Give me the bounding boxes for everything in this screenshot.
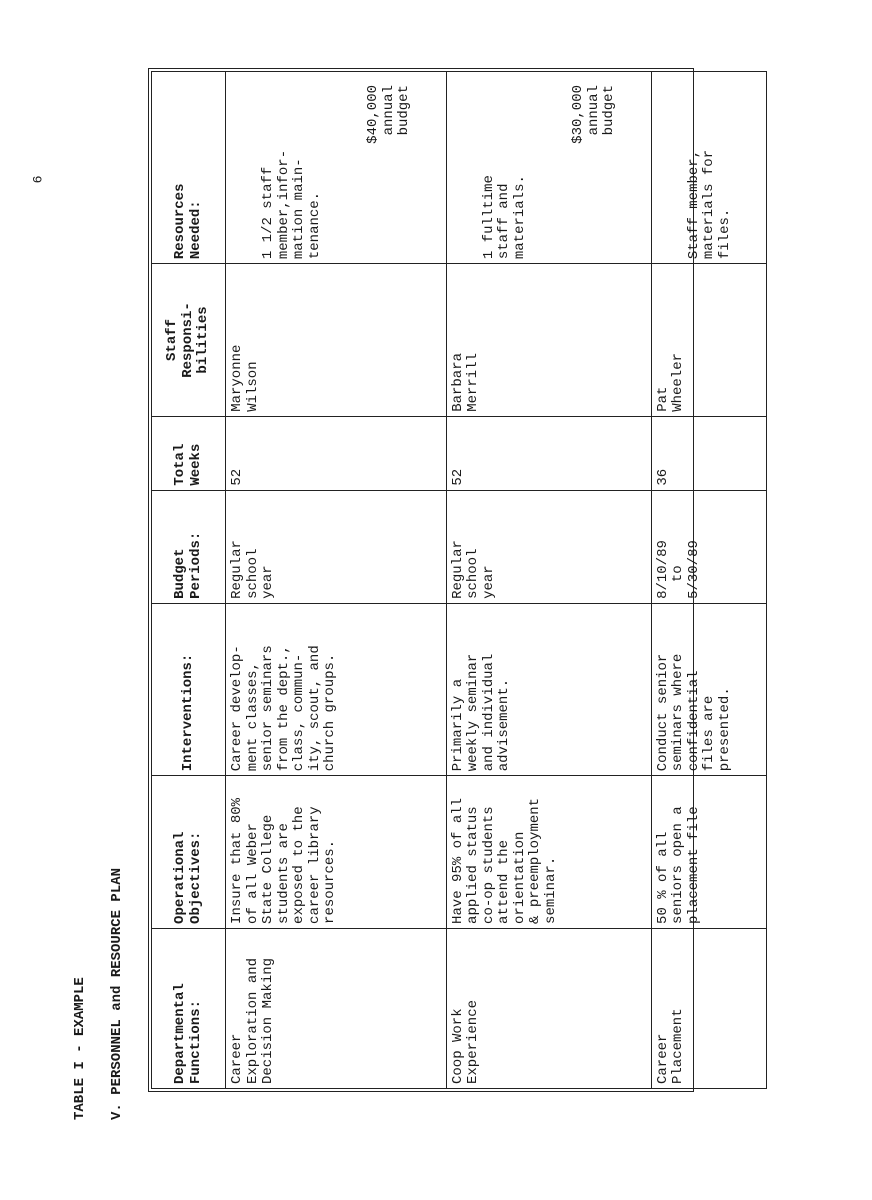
header-resources: Resources Needed: (152, 72, 226, 264)
cell-staff: Pat Wheeler (651, 264, 767, 417)
cell-resources (446, 72, 651, 264)
table-row (651, 72, 767, 1089)
header-staff: Staff Responsi- bilities (152, 264, 226, 417)
header-budget-periods: Budget Periods: (152, 490, 226, 603)
resources-text: Staff member, materials for files. (685, 149, 733, 260)
cell-budget: Regular school year (446, 490, 651, 603)
table-header-row (152, 72, 226, 1089)
cell-intervention: Conduct senior seminars where confidential files are presented. (651, 603, 767, 775)
section-title: V. PERSONNEL and RESOURCE PLAN (109, 867, 125, 1120)
cell-objective: 50 % of all seniors open a placement file (651, 776, 767, 929)
cell-staff: Maryonne Wilson (226, 264, 447, 417)
header-objectives: Operational Objectives: (152, 776, 226, 929)
resources-amount: $40,000 annual budget (365, 85, 412, 144)
cell-resources (651, 72, 767, 264)
page-number: 6 (30, 175, 46, 184)
table-row (226, 72, 447, 1089)
cell-objective: Insure that 80% of all Weber State College students are exposed to the career library resources. (226, 776, 447, 929)
cell-staff: Barbara Merrill (446, 264, 651, 417)
cell-weeks: 52 (226, 416, 447, 490)
cell-weeks: 36 (651, 416, 767, 490)
cell-budget: 8/10/89 to 5/30/89 (651, 490, 767, 603)
cell-objective: Have 95% of all applied status co-op students attend the orientation & preemployment seminar. (446, 776, 651, 929)
header-interventions: Interventions: (152, 603, 226, 775)
resources-text: 1 1/2 staff member,infor- mation main- tenance. (260, 149, 323, 260)
resource-plan-table-frame (148, 68, 733, 1092)
cell-intervention: Career develop- ment classes, senior seminars from the dept., class, commun- ity, scout, and church groups. (226, 603, 447, 775)
resource-plan-table (151, 71, 767, 1089)
resources-text: 1 fulltime staff and materials. (480, 175, 528, 260)
resources-amount: $30,000 annual budget (570, 85, 617, 144)
header-functions: Departmental Functions: (152, 928, 226, 1088)
cell-function: Career Exploration and Decision Making (226, 928, 447, 1088)
cell-function: Career Placement (651, 928, 767, 1088)
table-row (446, 72, 651, 1089)
header-total-weeks: Total Weeks (152, 416, 226, 490)
cell-intervention: Primarily a weekly seminar and individual advisement. (446, 603, 651, 775)
cell-function: Coop Work Experience (446, 928, 651, 1088)
cell-budget: Regular school year (226, 490, 447, 603)
cell-resources (226, 72, 447, 264)
table-heading: TABLE I - EXAMPLE (72, 977, 88, 1120)
cell-weeks: 52 (446, 416, 651, 490)
